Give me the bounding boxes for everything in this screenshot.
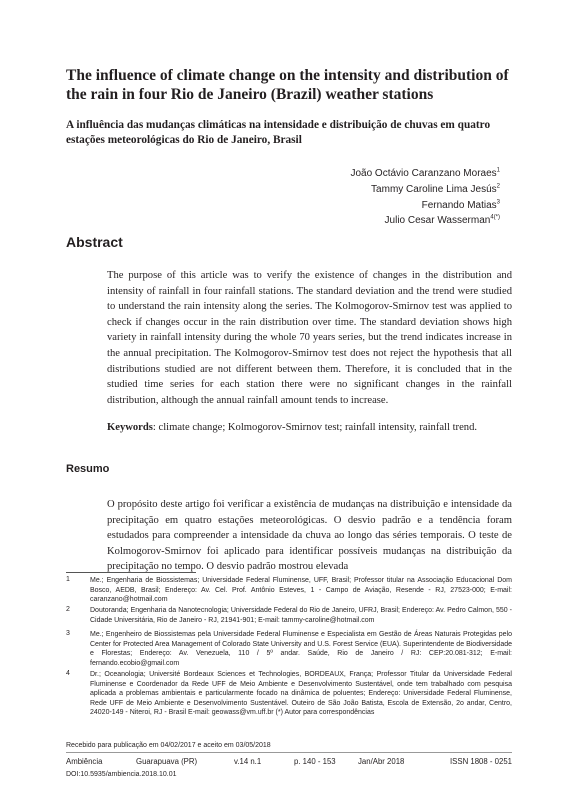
- resumo-heading: Resumo: [66, 463, 110, 475]
- author-line: [200, 166, 500, 182]
- footnote-text: Me.; Engenharia de Biossistemas; Universidade Federal Fluminense, UFF, Brasil; Professor titular na Associação Educacional Dom Bosco, AEDB, Brasil; Endereço: Av. Cel. Prof. Antônio Esteves, 1 - Campo de Aviação, Resende - RJ, 27523-000; E-mail: caranzano@hotmail.com: [90, 577, 512, 604]
- keywords: [107, 420, 512, 436]
- keywords-label: Keywords: [107, 422, 153, 433]
- author-line: [200, 213, 500, 229]
- author-footnote-mark: 4(*): [490, 215, 500, 222]
- author-line: [200, 198, 500, 214]
- abstract-text: The purpose of this article was to verify the existence of changes in the distribution and intensity of rainfall in four rainfall stations. The standard deviation and the trend were studied to understand the rain intensity along the series. The Kolmogorov-Smirnov test was applied to check if changes occur in the rain distribution over time. The standard deviation shows high variety in rainfall intensity during the whole 70 years series, but the trend indicates increase in the annual precipitation. The Kolmogorov-Smirnov test does not reject the hypothesis that all distributions studied are not different between them. Therefore, it is concluded that in the studied time series for each station there were no significant changes in the rainfall distribution, although the annual rainfall amount tends to increase.: [107, 270, 512, 406]
- received-date: Recebido para publicação em 04/02/2017 e aceito em 03/05/2018: [66, 742, 271, 749]
- footnote-number: 1: [66, 576, 70, 583]
- article-title: The influence of climate change on the intensity and distribution of the rain in four Rio de Janeiro (Brazil) weather stations: [66, 67, 509, 103]
- journal-date: Jan/Abr 2018: [358, 757, 405, 766]
- journal-pages: p. 140 - 153: [294, 757, 336, 766]
- keywords-text: : climate change; Kolmogorov-Smirnov test; rainfall intensity, rainfall trend.: [152, 422, 478, 433]
- footnote-number: 4: [66, 670, 70, 677]
- author-footnote-mark: 3: [496, 199, 500, 206]
- abstract-heading: Abstract: [66, 234, 123, 250]
- footnote-text: Dr.; Oceanologia; Université Bordeaux Sciences et Technologies, BORDEAUX, França; Professor Titular da Universidade Federal Fluminense e Coordenador da Rede UFF de Meio Ambiente e Desenvolvimento Sustentável, onde tem trabalhado com pesquisa aplicada a problemas ambientais e particularmente focado na dinâmica de poluentes; Endereço: Universidade Federal Fluminense, Rede UFF de Meio Ambiente e Desenvolvimento Sustentável. Outeiro de São João Batista, Escola de Extensão, 2o andar, Centro, 24020-149 - Niteroi, RJ - Brasil E-mail: geowass@vm.uff.br (*) Autor para correspondências: [90, 671, 512, 717]
- resumo-text: O propósito deste artigo foi verificar a existência de mudanças na distribuição e intensidade da precipitação em quatro estações meteorológicas. O desvio padrão e a tendência foram estudados para compreender a intensidade da chuva ao longo das séries temporais. O teste de Kolmogorov-Smirnov foi aplicado para identificar possíveis mudanças na distribuição da precipitação no tempo. O desvio padrão mostrou elevada: [107, 499, 512, 573]
- journal-name: Ambiência: [66, 757, 103, 766]
- author-list: [200, 166, 500, 229]
- author-name: Tammy Caroline Lima Jesús: [371, 183, 497, 195]
- footnote-separator: [66, 572, 196, 573]
- author-name: Julio Cesar Wasserman: [384, 215, 491, 227]
- footnote-text: Me.; Engenheiro de Biossistemas pela Universidade Federal Fluminense e Especialista em Gestão de Áreas Naturais Protegidas pelo Center for Protected Area Management of Colorado State University and U.S. Forest Service (EUA). Superintendente de Biodiversidade e Florestas; Endereço: Av. Venezuela, 110 / 5º andar. Saúde, Rio de Janeiro / RJ: CEP:20.081-312; E-mail: fernando.ecobio@gmail.com: [90, 631, 512, 667]
- footnote-number: 3: [66, 630, 70, 637]
- journal-place: Guarapuava (PR): [136, 757, 198, 766]
- author-footnote-mark: 1: [496, 167, 500, 174]
- doi: DOI:10.5935/ambiencia.2018.10.01: [66, 771, 177, 778]
- author-name: Fernando Matias: [421, 199, 497, 211]
- footnote-text: Doutoranda; Engenharia da Nanotecnologia; Universidade Federal do Rio de Janeiro, UFRJ, Brasil; Endereço: Av. Pedro Calmon, 550 - Cidade Universitária, Rio de Janeiro - RJ, 21941-901; E-mail: tammy-caroline@hotmail.com: [90, 607, 512, 624]
- author-footnote-mark: 2: [496, 183, 500, 190]
- journal-volume: v.14 n.1: [234, 757, 262, 766]
- author-line: [200, 182, 500, 198]
- footer-rule: [66, 752, 512, 753]
- author-name: João Octávio Caranzano Moraes: [350, 168, 497, 179]
- article-title-portuguese: A influência das mudanças climáticas na intensidade e distribuição de chuvas em quatro estações meteorológicas do Rio de Janeiro, Brasil: [66, 119, 491, 146]
- footnote-number: 2: [66, 606, 70, 613]
- journal-issn: ISSN 1808 - 0251: [450, 757, 512, 766]
